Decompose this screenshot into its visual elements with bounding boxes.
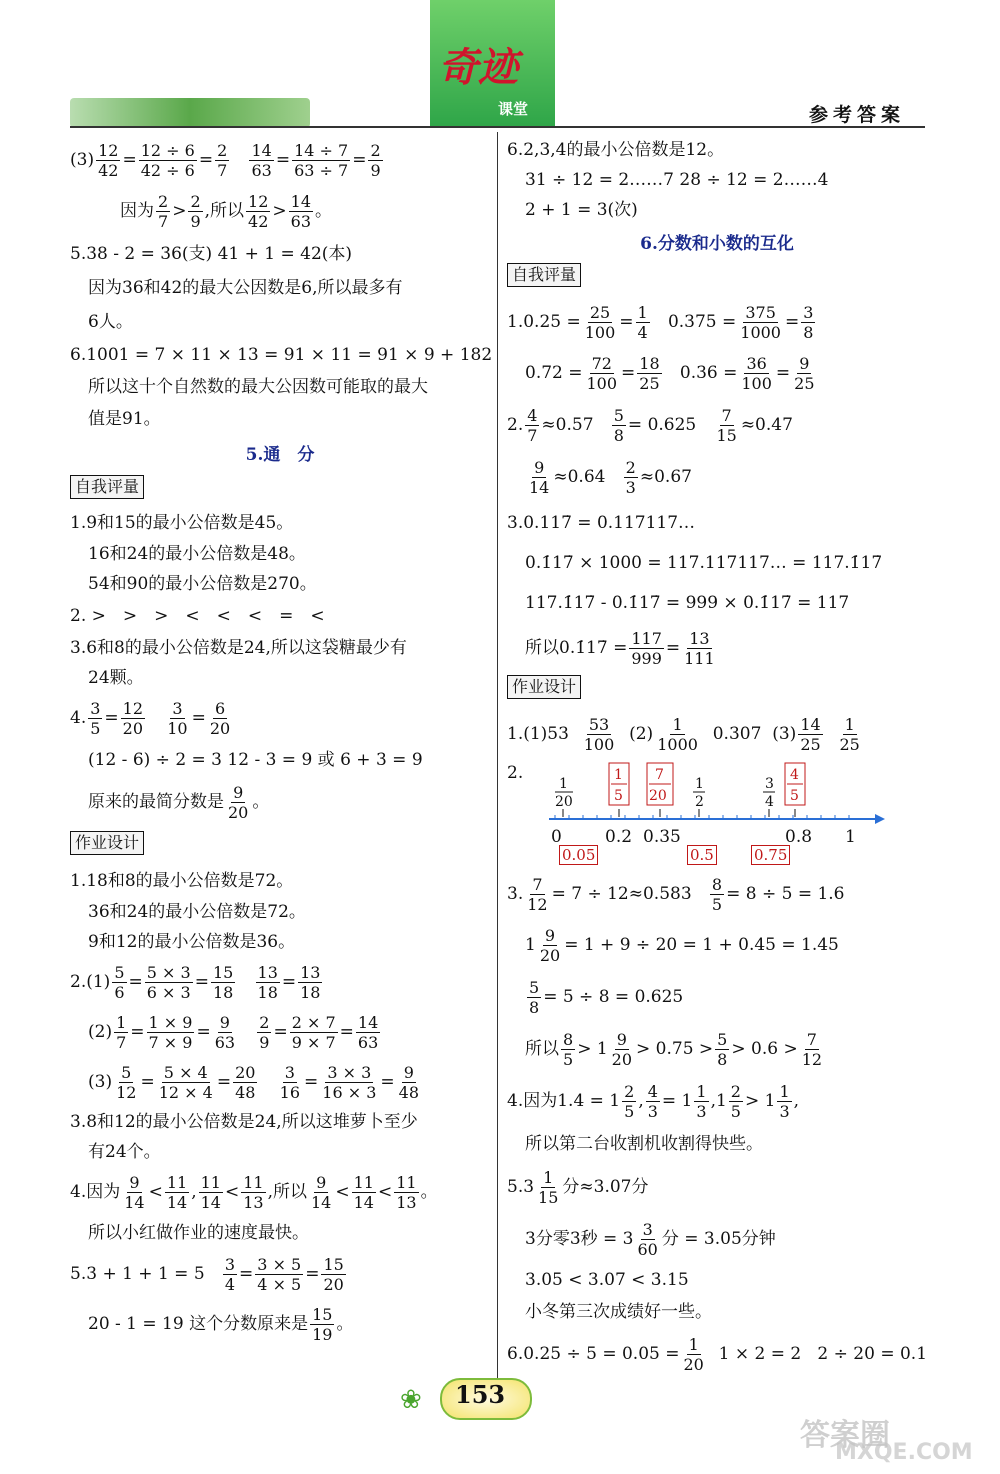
swirl-decoration: ❀ [400, 1385, 422, 1415]
answer-line: 3.05 < 3.07 < 3.15 [525, 1270, 689, 1290]
answer-line: 20 - 1 = 19 这个分数原来是 $\frac{15}{19}$ 。 [88, 1304, 354, 1344]
section-title: 5.通 分 [245, 445, 315, 465]
answer-line: 3.8和12的最小公倍数是24,所以这堆萝卜至少 [70, 1112, 418, 1132]
answer-line: 值是91。 [88, 409, 161, 429]
answer-line: 小冬第三次成绩好一些。 [525, 1302, 712, 1322]
answer-line: 0.72 = $\frac{72}{100}$ = $\frac{18}{25}$ 0.36 = $\frac{36}{100}$ = $\frac{9}{25}$ [525, 353, 815, 393]
answer-line: 5.3 + 1 + 1 = 5 $\frac{3}{4}$ = $\frac{3 \times 5}{4 \times 5}$ = $\frac{15}{20}$ [70, 1254, 344, 1294]
section-tag: 自我评量 [507, 263, 581, 287]
tick-label: 0.2 [605, 827, 633, 847]
answer-line: 1 $\frac{9}{20}$ = 1 + 9 ÷ 20 = 1 + 0.45 = 1.45 [525, 925, 839, 965]
answer-line: 31 ÷ 12 = 2……7 28 ÷ 12 = 2……4 [525, 170, 829, 190]
logo: 奇迹 [438, 44, 518, 91]
answer-line: 3. $\frac{7}{12}$ = 7 ÷ 12 ≈0.583 $\frac{8}{5}$ = 8 ÷ 5 = 1.6 [507, 874, 845, 914]
answer-line: 4. $\frac{3}{5}$ = $\frac{12}{20}$ $\frac{3}{10}$ = $\frac{6}{20}$ [70, 698, 231, 738]
answer-line: 9和12的最小公倍数是36。 [88, 932, 296, 952]
answer-line: 因为 $\frac{2}{7}$ > $\frac{2}{9}$ ,所以 $\frac{12}{42}$ > $\frac{14}{63}$ 。 [120, 191, 332, 231]
answer-box: 0.5 [687, 845, 717, 865]
answer-box: 0.05 [559, 845, 598, 865]
tick-label: 0.35 [643, 827, 681, 847]
answer-line: 1.(1)53 $\frac{53}{100}$ (2) $\frac{1}{1000}$ 0.307 (3) $\frac{14}{25}$ $\frac{1}{25}$ [507, 714, 860, 754]
answer-line: 所以0.1̇17̇ = $\frac{117}{999}$ = $\frac{13}{111}$ [525, 628, 715, 668]
svg-text:5: 5 [790, 788, 799, 804]
answer-line: 6人。 [88, 312, 133, 332]
svg-text:3: 3 [765, 776, 774, 792]
tick-label: 0 [551, 827, 562, 847]
svg-text:20: 20 [555, 794, 573, 810]
answer-box: 0.75 [751, 845, 790, 865]
answer-line: (3) $\frac{5}{12}$ = $\frac{5 \times 4}{12 \times 4}$ = $\frac{20}{48}$ $\frac{3}{16}$ = $\frac{3 \times 3}{16 \times 3}$ = $\frac{9}{48}$ [88, 1062, 419, 1102]
number-line-figure: 2. 1 20 1 2 3 4 1 5 7 20 4 5 0 0.2 0.35 0.8 1 0.05 0.5 0.75 [507, 759, 927, 869]
answer-line: 3.0.117̇ = 0.117117… [507, 513, 696, 533]
answer-line: $\frac{9}{14}$ ≈0.64 $\frac{2}{3}$ ≈0.67 [529, 457, 692, 497]
answer-line: (12 - 6) ÷ 2 = 3 12 - 3 = 9 或 6 + 3 = 9 [88, 750, 423, 770]
svg-text:1: 1 [695, 776, 704, 792]
logo-subtitle: 课堂 [498, 100, 529, 118]
answer-line: 0.1̇17̇ × 1000 = 117.117117… = 117.1̇17̇ [525, 553, 883, 573]
svg-text:4: 4 [790, 767, 799, 783]
answer-line: 6.2,3,4的最小公倍数是12。 [507, 140, 725, 160]
answer-line: 3.6和8的最小公倍数是24,所以这袋糖最少有 [70, 638, 407, 658]
decorative-banner [70, 98, 310, 128]
answer-line: (2) $\frac{1}{7}$ = $\frac{1 \times 9}{7 \times 9}$ = $\frac{9}{63}$ $\frac{2}{9}$ = $\frac{2 \times 7}{9 \times 7}$ = $\frac{14}{63}$ [88, 1012, 379, 1052]
tick-label: 0.8 [785, 827, 813, 847]
svg-text:20: 20 [649, 788, 667, 804]
answer-line: 36和24的最小公倍数是72。 [88, 902, 306, 922]
answer-line: 6.1001 = 7 × 11 × 13 = 91 × 11 = 91 × 9 + 182 [70, 345, 493, 365]
answer-line: 所以第二台收割机收割得快些。 [525, 1134, 763, 1154]
answer-line: 原来的最简分数是 $\frac{9}{20}$ 。 [88, 782, 270, 822]
answer-line: 2. $\frac{4}{7}$ ≈0.57 $\frac{5}{8}$ = 0.625 $\frac{7}{15}$ ≈0.47 [507, 405, 793, 445]
left-column [70, 135, 493, 1349]
answer-line: 1.18和8的最小公倍数是72。 [70, 871, 294, 891]
answer-line: 2. > > > < < < = < [70, 606, 325, 626]
answer-line: 6.0.25 ÷ 5 = 0.05 = $\frac{1}{20}$ 1 × 2 = 2 2 ÷ 20 = 0.1 [507, 1334, 928, 1374]
answer-line: 3分零3秒 = 3 $\frac{3}{60}$ 分 = 3.05分钟 [525, 1219, 776, 1259]
answer-line: 5.3 $\frac{1}{15}$ 分≈3.07分 [507, 1167, 649, 1207]
answer-line: 24颗。 [88, 668, 144, 688]
answer-line: 所以 $\frac{8}{5}$ > 1 $\frac{9}{20}$ > 0.75 > $\frac{5}{8}$ > 0.6 > $\frac{7}{12}$ [525, 1029, 823, 1069]
svg-text:7: 7 [655, 767, 664, 783]
watermark-url: MXQE.COM [835, 1440, 973, 1465]
answer-line: 4.因为1.4 = 1 $\frac{2}{5}$ , $\frac{4}{3}$ = 1 $\frac{1}{3}$ ,1 $\frac{2}{5}$ > 1 $\frac{1}{3}$ , [507, 1081, 800, 1121]
page-header [0, 0, 1000, 130]
svg-text:1: 1 [559, 776, 568, 792]
answer-line: 1.9和15的最小公倍数是45。 [70, 513, 294, 533]
svg-text:5: 5 [614, 788, 623, 804]
right-column [507, 135, 927, 1379]
answer-line: 54和90的最小公倍数是270。 [88, 574, 317, 594]
answer-line: 4.因为 $\frac{9}{14}$ < $\frac{11}{14}$ , $\frac{11}{14}$ < $\frac{11}{13}$ ,所以 $\frac{9}{14}$ < $\frac{11}{14}$ < $\frac{11}{13}$ 。 [70, 1172, 438, 1212]
svg-text:2: 2 [695, 794, 704, 810]
page-number: 153 [455, 1380, 506, 1409]
answer-line: 有24个。 [88, 1142, 161, 1162]
header-rule [70, 126, 925, 128]
answer-line: 所以小红做作业的速度最快。 [88, 1223, 309, 1243]
section-tag: 作业设计 [507, 675, 581, 699]
answer-line: 16和24的最小公倍数是48。 [88, 544, 306, 564]
watermark: 答案圈 [800, 1418, 890, 1453]
answer-line: 2.(1) $\frac{5}{6}$ = $\frac{5 \times 3}{6 \times 3}$ = $\frac{15}{18}$ $\frac{13}{18}$ = $\frac{13}{18}$ [70, 962, 321, 1002]
answer-line: 因为36和42的最大公因数是6,所以最多有 [88, 278, 403, 298]
answer-line: $\frac{5}{8}$ = 5 ÷ 8 = 0.625 [529, 977, 684, 1017]
answer-line: (3) $\frac{12}{42}$ = $\frac{12 \div 6}{42 \div 6}$ = $\frac{2}{7}$ $\frac{14}{63}$ = $\frac{14 \div 7}{63 \div 7}$ = $\frac{2}{9}$ [70, 140, 381, 180]
column-divider [497, 132, 498, 1382]
svg-text:4: 4 [765, 794, 774, 810]
svg-text:1: 1 [614, 767, 623, 783]
section-tag: 自我评量 [70, 475, 144, 499]
answer-line: 1.0.25 = $\frac{25}{100}$ = $\frac{1}{4}$ 0.375 = $\frac{375}{1000}$ = $\frac{3}{8}$ [507, 302, 814, 342]
section-tag: 作业设计 [70, 831, 144, 855]
answer-line: 5.38 - 2 = 36(支) 41 + 1 = 42(本) [70, 244, 353, 264]
page-title: 参考答案 [808, 104, 905, 126]
answer-line: 所以这十个自然数的最大公因数可能取的最大 [88, 377, 428, 397]
section-title: 6.分数和小数的互化 [640, 234, 794, 254]
answer-line: 117.1̇17̇ - 0.1̇17̇ = 999 × 0.1̇17̇ = 117 [525, 593, 850, 613]
tick-label: 1 [845, 827, 856, 847]
answer-line: 2 + 1 = 3(次) [525, 200, 638, 220]
